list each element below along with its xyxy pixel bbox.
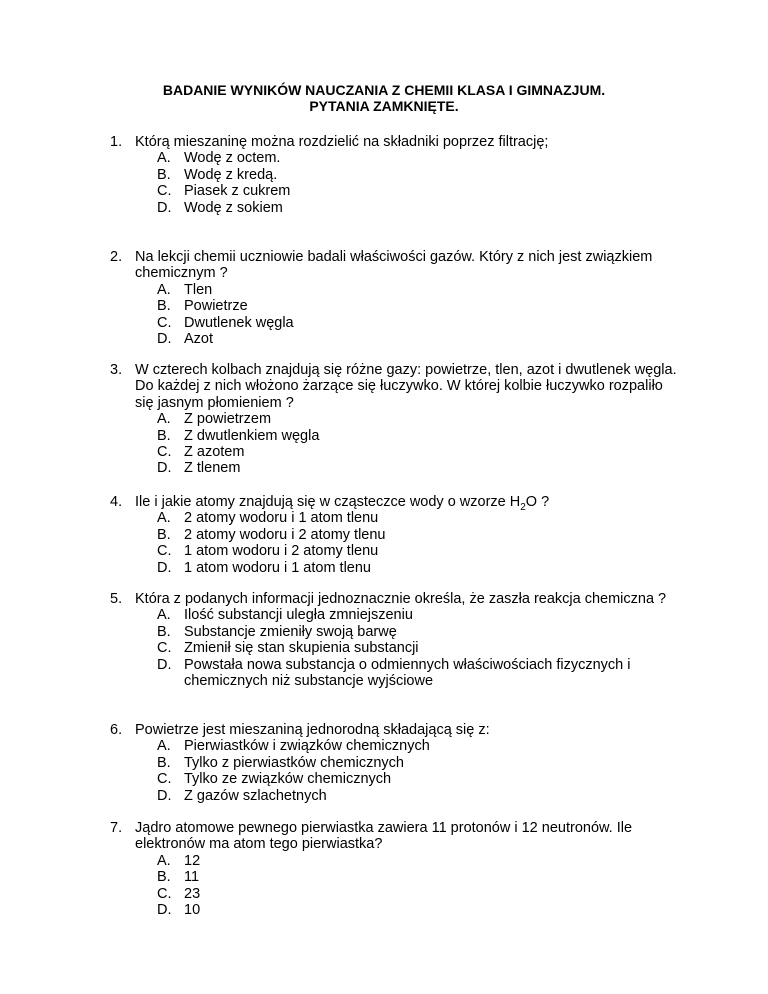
answer-option-b [157,624,680,640]
option-letter: D. [157,559,172,576]
option-text: 2 atomy wodoru i 1 atom tlenu [184,510,379,527]
question-number: 1. [110,134,123,150]
question-1 [110,134,680,216]
question-7 [110,820,680,918]
question-number: 4. [110,494,123,510]
option-text: Z dwutlenkiem węgla [184,427,320,444]
option-text: Z azotem [184,444,245,461]
answer-option-b [157,298,680,314]
answer-option-c [157,183,680,199]
option-letter: C. [157,771,172,788]
option-text: Wodę z sokiem [184,199,283,216]
formula-subscript: 2 [520,501,526,513]
question-text [135,494,680,513]
option-text: Tylko z pierwiastków chemicznych [184,754,404,771]
answer-option-d [157,460,680,476]
option-letter: A. [157,150,171,167]
answer-option-d [157,788,680,804]
answer-option-c [157,771,680,787]
answer-options [157,510,680,576]
answer-option-c [157,543,680,559]
answer-option-a [157,853,680,869]
question-5 [110,591,680,689]
option-text: 10 [184,902,201,919]
option-letter: B. [157,754,171,771]
option-text: Ilość substancji uległa zmniejszeniu [184,607,413,624]
answer-option-a [157,738,680,754]
option-text: Tylko ze związków chemicznych [184,771,392,788]
option-letter: A. [157,852,171,869]
answer-options [157,150,680,216]
answer-option-b [157,428,680,444]
option-letter: A. [157,607,171,624]
question-text: Na lekcji chemii uczniowie badali właściwości gazów. Który z nich jest związkiem chemicznym ? [135,249,653,282]
question-text-after-formula: O ? [525,494,550,510]
option-letter: B. [157,869,171,886]
question-number: 3. [110,362,123,378]
answer-option-c [157,315,680,331]
question-3 [110,362,680,477]
question-2 [110,249,680,347]
answer-options [157,282,680,348]
question-text: Jądro atomowe pewnego pierwiastka zawiera 11 protonów i 12 neutronów. Ile elektronów ma atom tego pierwiastka? [135,820,633,853]
document-title: BADANIE WYNIKÓW NAUCZANIA Z CHEMII KLASA I GIMNAZJUM. [162,82,606,98]
option-text: Z gazów szlachetnych [184,787,327,804]
question-6 [110,722,680,804]
answer-option-d [157,902,680,918]
question-number: 6. [110,722,123,738]
question-text: W czterech kolbach znajdują się różne gazy: powietrze, tlen, azot i dwutlenek węgla. Do każdej z nich włożono żarzące się łuczywko. W której kolbie łuczywko rozpaliło się jasnym płomieniem ? [135,362,677,411]
option-text: 1 atom wodoru i 1 atom tlenu [184,559,371,576]
option-letter: B. [157,623,171,640]
option-text: Wodę z kredą. [184,166,278,183]
option-letter: B. [157,298,171,315]
question-4 [110,494,680,576]
question-text: Która z podanych informacji jednoznacznie określa, że zaszła reakcja chemiczna ? [135,591,667,607]
option-text: Wodę z octem. [184,150,281,167]
answer-option-d [157,331,680,347]
option-text: Powstała nowa substancja o odmiennych właściwościach fizycznych i chemicznych niż substancje wyjściowe [184,656,631,690]
option-text: Pierwiastków i związków chemicznych [184,738,430,755]
option-text: Zmienił się stan skupienia substancji [184,640,419,657]
answer-options [157,607,680,689]
question-number: 2. [110,249,123,265]
question-number: 7. [110,820,123,836]
option-letter: D. [157,902,172,919]
option-text: Dwutlenek węgla [184,314,294,331]
option-letter: D. [157,787,172,804]
option-text: Tlen [184,281,213,298]
answer-option-a [157,150,680,166]
answer-option-b [157,527,680,543]
option-text: Substancje zmieniły swoją barwę [184,623,397,640]
question-text-before-formula: Ile i jakie atomy znajdują się w cząsteczce wody o wzorze H [135,494,521,510]
option-letter: C. [157,314,172,331]
option-letter: C. [157,885,172,902]
option-text: 1 atom wodoru i 2 atomy tlenu [184,543,379,560]
question-number: 5. [110,591,123,607]
answer-option-d [157,200,680,216]
answer-option-d [157,657,680,690]
answer-option-a [157,510,680,526]
option-text: Z powietrzem [184,411,272,428]
option-letter: C. [157,444,172,461]
answer-option-d [157,560,680,576]
answer-option-a [157,282,680,298]
answer-option-c [157,640,680,656]
answer-option-c [157,444,680,460]
option-letter: C. [157,640,172,657]
option-letter: D. [157,331,172,348]
answer-option-a [157,607,680,623]
option-letter: B. [157,166,171,183]
option-letter: B. [157,526,171,543]
option-text: 12 [184,852,201,869]
option-text: Piasek z cukrem [184,183,291,200]
document-subtitle: PYTANIA ZAMKNIĘTE. [309,98,459,114]
option-letter: A. [157,411,171,428]
answer-options [157,738,680,804]
question-text: Którą mieszaninę można rozdzielić na składniki poprzez filtrację; [135,134,549,150]
option-letter: C. [157,183,172,200]
answer-options [157,853,680,919]
option-letter: A. [157,281,171,298]
option-text: 23 [184,885,201,902]
answer-option-c [157,886,680,902]
option-letter: D. [157,199,172,216]
option-letter: A. [157,510,171,527]
answer-options [157,411,680,477]
answer-option-a [157,411,680,427]
question-text: Powietrze jest mieszaniną jednorodną składającą się z: [135,722,490,738]
option-letter: C. [157,543,172,560]
answer-option-b [157,755,680,771]
option-letter: D. [157,656,172,673]
option-text: 11 [184,869,200,886]
option-letter: D. [157,460,172,477]
answer-option-b [157,167,680,183]
option-text: Powietrze [184,298,248,315]
option-letter: B. [157,427,171,444]
option-text: 2 atomy wodoru i 2 atomy tlenu [184,526,386,543]
option-text: Azot [184,331,214,348]
option-text: Z tlenem [184,460,241,477]
option-letter: A. [157,738,171,755]
answer-option-b [157,869,680,885]
